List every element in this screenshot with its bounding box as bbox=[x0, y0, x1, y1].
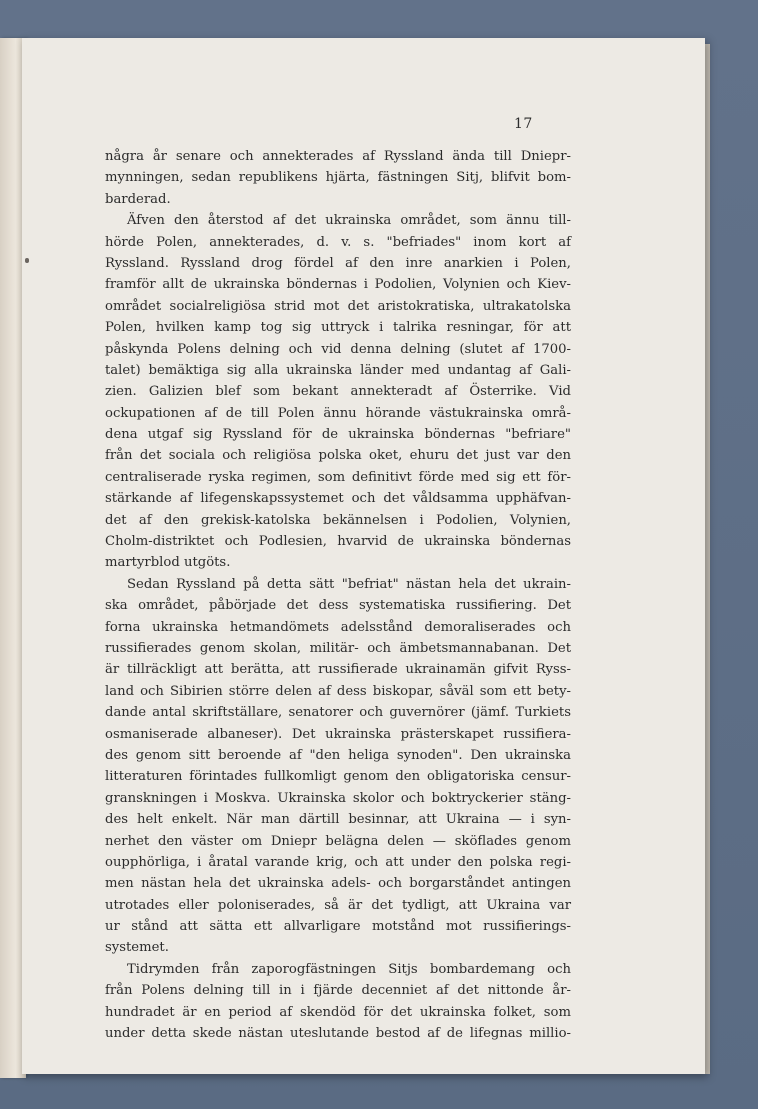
text-line: från det sociala och religiösa polska oket, ehuru det just var den bbox=[105, 448, 571, 464]
text-line: området socialreligiösa strid mot det aristokratiska, ultrakatolska bbox=[105, 298, 571, 314]
text-line: Äfven den återstod af det ukrainska området, som ännu till- bbox=[127, 213, 571, 229]
text-line: hundradet är en period af skendöd för det ukrainska folket, som bbox=[105, 1004, 571, 1020]
text-line: Cholm-distriktet och Podlesien, hvarvid de ukrainska böndernas bbox=[105, 534, 571, 550]
text-line: är tillräckligt att berätta, att russifierade ukrainamän gifvit Ryss- bbox=[105, 662, 571, 678]
text-line: granskningen i Moskva. Ukrainska skolor och boktryckerier stäng- bbox=[105, 790, 571, 806]
text-line: dande antal skriftställare, senatorer och guvernörer (jämf. Turkiets bbox=[105, 705, 571, 721]
text-line: stärkande af lifegenskapssystemet och det våldsamma upphäfvan- bbox=[105, 491, 571, 507]
text-line: nerhet den väster om Dniepr belägna delen — sköflades genom bbox=[105, 833, 571, 849]
text-line: ockupationen af de till Polen ännu hörande västukrainska områ- bbox=[105, 405, 571, 421]
text-line: centraliserade ryska regimen, som definitivt förde med sig ett för- bbox=[105, 469, 571, 485]
text-line: några år senare och annekterades af Ryssland ända till Dniepr- bbox=[105, 149, 571, 164]
text-line: det af den grekisk-katolska bekännelsen i Podolien, Volynien, bbox=[105, 512, 571, 528]
text-line: från Polens delning till in i fjärde decenniet af det nittonde år- bbox=[105, 983, 571, 999]
page-number: 17 bbox=[514, 116, 533, 132]
text-line: dena utgaf sig Ryssland för de ukrainska böndernas "befriare" bbox=[105, 427, 571, 443]
text-line: des genom sitt beroende af "den heliga synoden". Den ukrainska bbox=[105, 747, 571, 763]
body-text bbox=[105, 146, 571, 1044]
text-line: Polen, hvilken kamp tog sig uttryck i talrika resningar, för att bbox=[105, 320, 571, 336]
text-line: utrotades eller poloniserades, så är det tydligt, att Ukraina var bbox=[105, 897, 571, 913]
text-line: Ryssland. Ryssland drog fördel af den inre anarkien i Polen, bbox=[105, 255, 571, 271]
text-line: oupphörliga, i åratal varande krig, och att under den polska regi- bbox=[105, 854, 571, 870]
text-line: zien. Galizien blef som bekant annekteradt af Österrike. Vid bbox=[105, 384, 571, 400]
text-line: påskynda Polens delning och vid denna delning (slutet af 1700- bbox=[105, 341, 571, 357]
text-line: ur stånd att sätta ett allvarligare motstånd mot russifierings- bbox=[105, 919, 571, 935]
text-line: men nästan hela det ukrainska adels- och borgarståndet antingen bbox=[105, 876, 571, 892]
text-line: osmaniserade albaneser). Det ukrainska prästerskapet russifiera- bbox=[105, 726, 571, 742]
text-line: barderad. bbox=[105, 191, 171, 207]
text-line: hörde Polen, annekterades, d. v. s. "befriades" inom kort af bbox=[105, 234, 571, 250]
text-line: Sedan Ryssland på detta sätt "befriat" nästan hela det ukrain- bbox=[127, 576, 571, 592]
text-line: ska området, påbörjade det dess systematiska russifiering. Det bbox=[105, 598, 571, 614]
text-line: forna ukrainska hetmandömets adelsstånd demoraliserades och bbox=[105, 619, 571, 635]
text-line: russifierades genom skolan, militär- och ämbetsmannabanan. Det bbox=[105, 640, 571, 656]
text-line: talet) bemäktiga sig alla ukrainska länder med undantag af Gali- bbox=[105, 362, 571, 378]
text-line: mynningen, sedan republikens hjärta, fästningen Sitj, blifvit bom- bbox=[105, 170, 571, 186]
text-line: Tidrymden från zaporogfästningen Sitjs bombardemang och bbox=[127, 961, 571, 977]
text-line: litteraturen förintades fullkomligt genom den obligatoriska censur- bbox=[105, 769, 571, 785]
text-line: des helt enkelt. När man därtill besinnar, att Ukraina — i syn- bbox=[105, 812, 571, 828]
text-line: framför allt de ukrainska böndernas i Podolien, Volynien och Kiev- bbox=[105, 277, 571, 293]
text-line: under detta skede nästan uteslutande bestod af de lifegnas millio- bbox=[105, 1026, 571, 1042]
text-line: systemet. bbox=[105, 940, 169, 956]
text-line: martyrblod utgöts. bbox=[105, 555, 231, 571]
text-line: land och Sibirien större delen af dess biskopar, såväl som ett bety- bbox=[105, 683, 571, 699]
margin-speck bbox=[25, 258, 29, 263]
